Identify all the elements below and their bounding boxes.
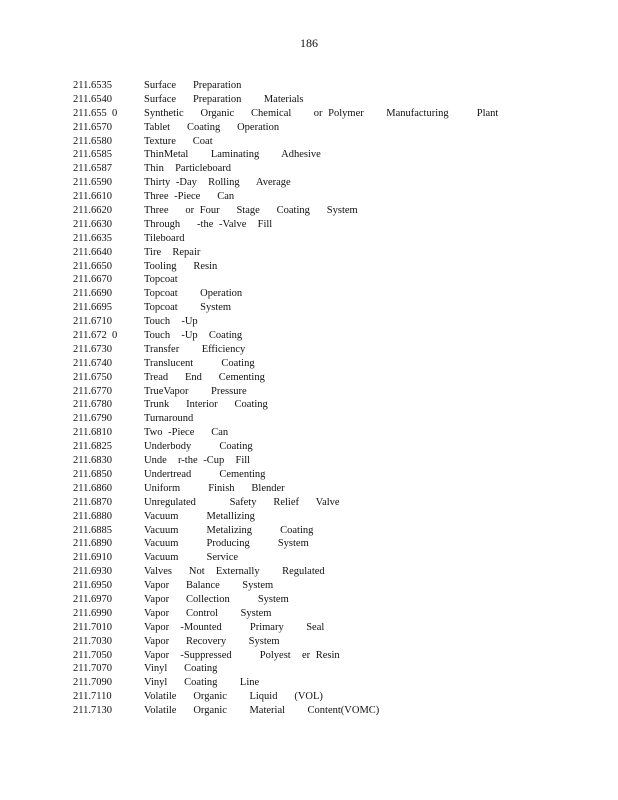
defined-term: Vacuum Producing System (144, 538, 309, 550)
defined-term: Topcoat (144, 274, 178, 286)
section-number: 211.6740 (73, 357, 112, 369)
defined-term: Surface Preparation (144, 80, 242, 91)
list-item (73, 107, 498, 121)
defined-term: Tileboard (144, 232, 185, 244)
defined-term: Vinyl Coating (144, 663, 218, 675)
section-number: 211.6850 (73, 468, 112, 480)
defined-term: Topcoat Operation (144, 288, 243, 300)
list-item (73, 162, 498, 176)
list-item (73, 454, 498, 468)
list-item (73, 260, 498, 274)
defined-term: Underbody Coating (144, 441, 253, 453)
list-item (73, 93, 498, 107)
defined-term: Vapor Collection System (144, 593, 289, 605)
defined-term: Vacuum Metallizing (144, 510, 255, 522)
list-item (73, 579, 498, 593)
defined-term: Through -the -Valve Fill (144, 218, 273, 230)
section-number: 211.6585 (73, 149, 112, 161)
section-number: 211.6880 (73, 510, 112, 522)
section-number: 211.6870 (73, 496, 112, 508)
section-number: 211.6710 (73, 316, 112, 328)
defined-term: Vacuum Metalizing Coating (144, 524, 314, 536)
defined-term: Vinyl Coating Line (144, 677, 260, 689)
list-item (73, 426, 498, 440)
list-item (73, 148, 498, 162)
defined-term: Trunk Interior Coating (144, 399, 268, 411)
list-item (73, 190, 498, 204)
section-number: 211.6640 (73, 246, 112, 258)
section-number: 211.6990 (73, 607, 112, 619)
section-number: 211.6890 (73, 538, 112, 550)
list-item (73, 676, 498, 690)
defined-term: Tread End Cementing (144, 371, 265, 383)
section-number: 211.6970 (73, 593, 112, 605)
section-number: 211.6910 (73, 552, 112, 564)
section-number: 211.6635 (73, 232, 112, 244)
list-item (73, 135, 498, 149)
list-item (73, 468, 498, 482)
section-number: 211.6690 (73, 288, 112, 300)
defined-term: Tooling Resin (144, 260, 218, 272)
defined-term: Valves Not Externally Regulated (144, 566, 325, 578)
list-item (73, 301, 498, 315)
section-number: 211.672 0 (73, 330, 118, 342)
section-number: 211.6860 (73, 482, 112, 494)
list-item (73, 496, 498, 510)
definition-list (73, 79, 498, 718)
list-item (73, 565, 498, 579)
section-number: 211.6730 (73, 343, 112, 355)
defined-term: TrueVapor Pressure (144, 385, 247, 397)
defined-term: Surface Preparation Materials (144, 93, 304, 105)
section-number: 211.655 0 (73, 107, 118, 119)
section-number: 211.6930 (73, 566, 112, 578)
section-number: 211.6610 (73, 191, 112, 203)
section-number: 211.7010 (73, 621, 112, 633)
list-item (73, 662, 498, 676)
section-number: 211.6830 (73, 455, 112, 467)
section-number: 211.6825 (73, 441, 112, 453)
list-item (73, 649, 498, 663)
defined-term: Topcoat System (144, 302, 232, 314)
defined-term: Vapor -Mounted Primary Seal (144, 621, 325, 633)
section-number: 211.6750 (73, 371, 112, 383)
list-item (73, 621, 498, 635)
list-item (73, 246, 498, 260)
list-item (73, 510, 498, 524)
list-item (73, 176, 498, 190)
section-number: 211.6950 (73, 580, 112, 592)
section-number: 211.6587 (73, 163, 112, 175)
section-number: 211.6535 (73, 80, 112, 91)
defined-term: Vapor -Suppressed Polyest er Resin (144, 649, 340, 661)
list-item (73, 690, 498, 704)
defined-term: Thin Particleboard (144, 163, 232, 175)
defined-term: Translucent Coating (144, 357, 255, 369)
section-number: 211.6780 (73, 399, 112, 411)
list-item (73, 287, 498, 301)
section-number: 211.6650 (73, 260, 112, 272)
section-number: 211.6770 (73, 385, 112, 397)
section-number: 211.7110 (73, 691, 112, 703)
page-number: 186 (300, 36, 318, 50)
section-number: 211.6790 (73, 413, 112, 425)
section-number: 211.6540 (73, 93, 112, 105)
list-item (73, 537, 498, 551)
defined-term: Texture Coat (144, 135, 213, 147)
list-item (73, 315, 498, 329)
list-item (73, 273, 498, 287)
defined-term: Thirty -Day Rolling Average (144, 177, 291, 189)
list-item (73, 79, 498, 93)
section-number: 211.6885 (73, 524, 112, 536)
defined-term: Vacuum Service (144, 552, 239, 564)
section-number: 211.6670 (73, 274, 112, 286)
defined-term: Unde r-the -Cup Fill (144, 455, 251, 467)
defined-term: Vapor Recovery System (144, 635, 280, 647)
list-item (73, 704, 498, 718)
list-item (73, 385, 498, 399)
defined-term: ThinMetal Laminating Adhesive (144, 149, 321, 161)
defined-term: Volatile Organic Material Content(VOMC) (144, 705, 380, 717)
section-number: 211.7090 (73, 677, 112, 689)
section-number: 211.6590 (73, 177, 112, 189)
defined-term: Two -Piece Can (144, 427, 229, 439)
defined-term: Undertread Cementing (144, 468, 266, 480)
list-item (73, 218, 498, 232)
list-item (73, 232, 498, 246)
defined-term: Unregulated Safety Relief Valve (144, 496, 340, 508)
section-number: 211.7030 (73, 635, 112, 647)
section-number: 211.7070 (73, 663, 112, 675)
defined-term: Turnaround (144, 413, 194, 425)
defined-term: Touch -Up Coating (144, 330, 243, 342)
defined-term: Three -Piece Can (144, 191, 235, 203)
defined-term: Tablet Coating Operation (144, 121, 280, 133)
defined-term: Touch -Up (144, 316, 198, 328)
defined-term: Three or Four Stage Coating System (144, 205, 358, 217)
list-item (73, 412, 498, 426)
list-item (73, 204, 498, 218)
section-number: 211.7050 (73, 649, 112, 661)
list-item (73, 593, 498, 607)
defined-term: Vapor Balance System (144, 580, 274, 592)
list-item (73, 482, 498, 496)
section-number: 211.6580 (73, 135, 112, 147)
list-item (73, 371, 498, 385)
defined-term: Transfer Efficiency (144, 343, 246, 355)
list-item (73, 635, 498, 649)
list-item (73, 343, 498, 357)
list-item (73, 607, 498, 621)
list-item (73, 440, 498, 454)
list-item (73, 121, 498, 135)
list-item (73, 524, 498, 538)
list-item (73, 357, 498, 371)
defined-term: Vapor Control System (144, 607, 272, 619)
section-number: 211.7130 (73, 705, 112, 717)
section-number: 211.6570 (73, 121, 112, 133)
section-number: 211.6630 (73, 218, 112, 230)
list-item (73, 398, 498, 412)
section-number: 211.6810 (73, 427, 112, 439)
defined-term: Tire Repair (144, 246, 201, 258)
list-item (73, 329, 498, 343)
section-number: 211.6620 (73, 205, 112, 217)
defined-term: Uniform Finish Blender (144, 482, 285, 494)
defined-term: Synthetic Organic Chemical or Polymer Manufacturing Plant (144, 107, 499, 119)
list-item (73, 551, 498, 565)
section-number: 211.6695 (73, 302, 112, 314)
defined-term: Volatile Organic Liquid (VOL) (144, 691, 323, 703)
